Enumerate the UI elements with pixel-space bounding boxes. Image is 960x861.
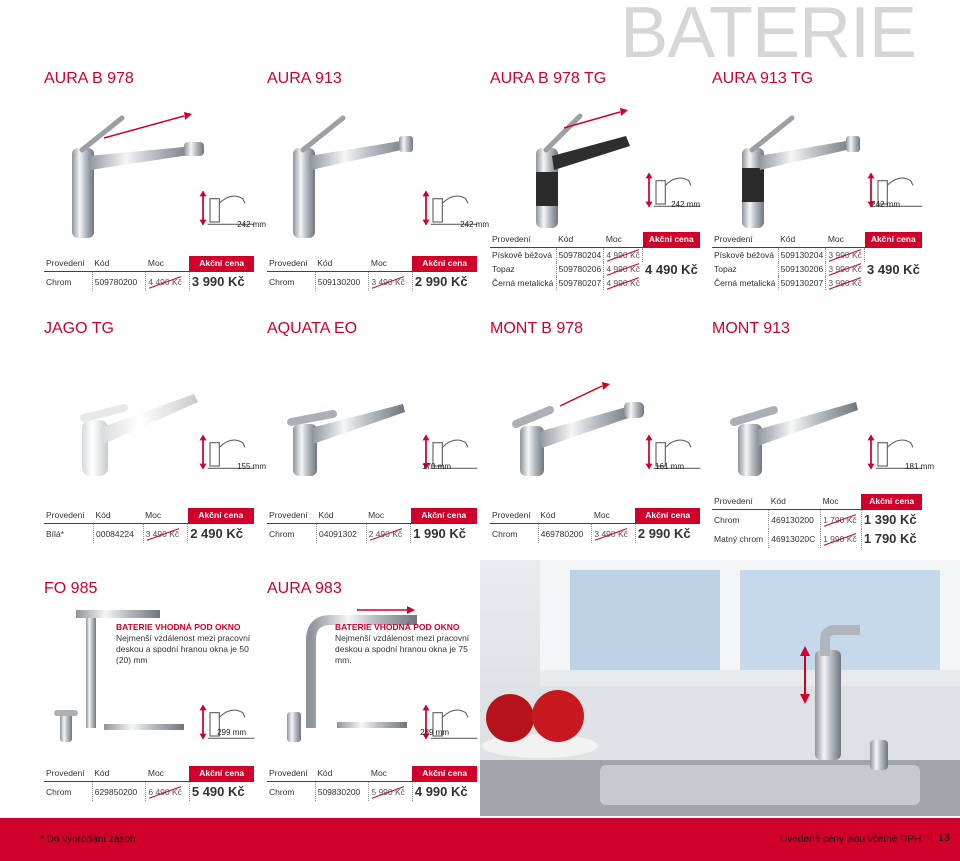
sale-price: 4 490 Kč xyxy=(645,261,698,277)
product-name: AURA 983 xyxy=(267,580,342,597)
sale-price: 1 390 Kč xyxy=(863,512,917,527)
table-row: Bílá* 00084224 3 490 Kč 2 490 Kč xyxy=(44,524,254,544)
dimension-label: 242 mm xyxy=(671,200,700,209)
table-row: Pískově béžová 509130204 3 990 Kč 3 490 Kč xyxy=(712,248,922,263)
kitchen-photo xyxy=(480,560,960,816)
dimension-label: 181 mm xyxy=(905,462,934,471)
price-table: Provedení Kód Moc Akční cena Chrom 509780200 4 490 Kč 3 990 Kč xyxy=(44,256,254,291)
price-table: Provedení Kód Moc Akční cena Chrom 509830200 5 990 Kč 4 990 Kč xyxy=(267,766,477,801)
product-name: MONT 913 xyxy=(712,320,790,337)
faucet-image xyxy=(490,98,712,238)
sale-price: 2 490 Kč xyxy=(190,526,243,541)
dimension-label: 155 mm xyxy=(237,462,266,471)
sale-price: 3 990 Kč xyxy=(191,274,245,289)
price-table: Provedení Kód Moc Akční cena Chrom 629850200 6 490 Kč 5 490 Kč xyxy=(44,766,254,801)
price-table: Provedení Kód Moc Akční cena Pískově béžová 509780204 4 990 Kč 4 490 Kč Topaz 509780206 4 990 Kč Černá metalická 509780207 4 990 Kč xyxy=(490,232,700,290)
price-table: Provedení Kód Moc Akční cena Chrom 469780200 3 490 Kč 2 990 Kč xyxy=(490,508,700,543)
sale-price: 1 790 Kč xyxy=(863,531,917,546)
table-row: Topaz 509130206 3 990 Kč xyxy=(714,264,862,274)
faucet-image xyxy=(712,98,934,238)
table-row: Chrom 509130200 3 490 Kč 2 990 Kč xyxy=(267,272,477,292)
sale-price: 4 990 Kč xyxy=(414,784,468,799)
dimension-label: 161 mm xyxy=(655,462,684,471)
table-row: Pískově béžová 509780204 4 990 Kč 4 490 Kč xyxy=(490,248,700,263)
dimension-label: 299 mm xyxy=(217,728,246,737)
dimension-label: 242 mm xyxy=(460,220,489,229)
footer-bar xyxy=(0,818,960,861)
table-row: Chrom 469130200 1 790 Kč 1 390 Kč xyxy=(712,510,922,530)
page-number: 13 xyxy=(931,832,950,844)
price-table: Provedení Kód Moc Akční cena Chrom 509130200 3 490 Kč 2 990 Kč xyxy=(267,256,477,291)
product-name: JAGO TG xyxy=(44,320,114,337)
sale-price: 1 990 Kč xyxy=(413,526,466,541)
price-table: Provedení Kód Moc Akční cena Pískově béžová 509130204 3 990 Kč 3 490 Kč Topaz 509130206 3 990 Kč Černá metalická 509130207 3 990 Kč xyxy=(712,232,922,290)
table-row: Chrom 509780200 4 490 Kč 3 990 Kč xyxy=(44,272,254,292)
product-name: MONT B 978 xyxy=(490,320,584,337)
table-row: Chrom 509830200 5 990 Kč 4 990 Kč xyxy=(267,782,477,802)
dimension-label: 242 mm xyxy=(871,200,900,209)
page-title: BATERIE xyxy=(620,0,916,73)
price-table: Provedení Kód Moc Akční cena Chrom 469130200 1 790 Kč 1 390 Kč Matný chrom 46913020C 1 990 Kč 1 790 Kč xyxy=(712,494,922,548)
dimension-label: 289 mm xyxy=(420,728,449,737)
price-table: Provedení Kód Moc Akční cena Bílá* 00084224 3 490 Kč 2 490 Kč xyxy=(44,508,254,543)
sale-price: 5 490 Kč xyxy=(191,784,245,799)
table-row: Chrom 629850200 6 490 Kč 5 490 Kč xyxy=(44,782,254,802)
table-row: Černá metalická 509780207 4 990 Kč xyxy=(492,278,640,288)
sale-price: 2 990 Kč xyxy=(637,526,691,541)
product-name: AURA 913 xyxy=(267,70,342,87)
product-name: AURA B 978 TG xyxy=(490,70,607,87)
product-name: AURA 913 TG xyxy=(712,70,814,87)
window-note: BATERIE VHODNÁ POD OKNO Nejmenší vzdálenost mezi pracovní deskou a spodní hranou okna je 75 mm. xyxy=(335,622,470,665)
table-row: Černá metalická 509130207 3 990 Kč xyxy=(714,278,862,288)
product-name: AURA B 978 xyxy=(44,70,134,87)
table-row: Chrom 469780200 3 490 Kč 2 990 Kč xyxy=(490,524,700,544)
table-row: Matný chrom 46913020C 1 990 Kč 1 790 Kč xyxy=(712,529,922,548)
table-row: Chrom 04091302 2 490 Kč 1 990 Kč xyxy=(267,524,477,544)
dimension-label: 170 mm xyxy=(422,462,451,471)
table-row: Topaz 509780206 4 990 Kč xyxy=(492,264,640,274)
sale-price: 3 490 Kč xyxy=(867,261,920,277)
product-name: AQUATA EO xyxy=(267,320,358,337)
product-name: FO 985 xyxy=(44,580,98,597)
kitchen-scene-image xyxy=(480,560,960,816)
price-table: Provedení Kód Moc Akční cena Chrom 04091302 2 490 Kč 1 990 Kč xyxy=(267,508,477,543)
sale-price: 2 990 Kč xyxy=(414,274,468,289)
window-note: BATERIE VHODNÁ POD OKNO Nejmenší vzdálenost mezi pracovní deskou a spodní hranou okna je 50 (20) mm xyxy=(116,622,251,665)
dimension-label: 242 mm xyxy=(237,220,266,229)
footer-note: * Do vyprodání zásob xyxy=(40,834,136,845)
vat-note: Uvedené ceny jsou včetně DPH. xyxy=(780,834,924,845)
